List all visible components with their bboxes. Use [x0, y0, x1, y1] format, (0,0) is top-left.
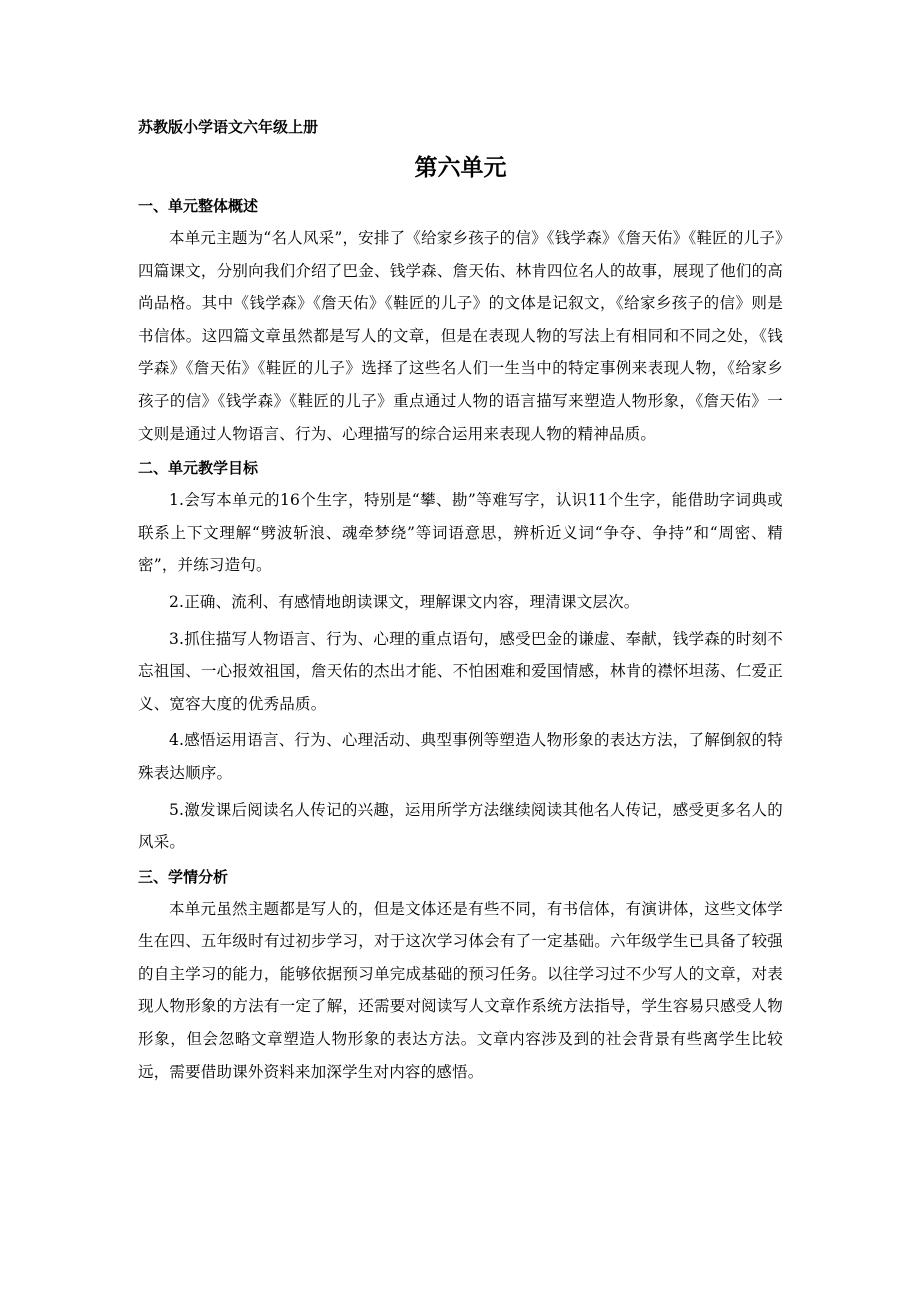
section-heading: 三、学情分析 — [138, 867, 229, 886]
document-page — [138, 116, 783, 1088]
section-analysis — [138, 865, 783, 1089]
section-heading: 二、单元教学目标 — [138, 459, 259, 478]
goal-item: 4.感悟运用语言、行为、心理活动、典型事例等塑造人物形象的表达方法，了解倒叙的特殊表达顺序。 — [138, 731, 783, 782]
goal-item: 2.正确、流利、有感情地朗读课文，理解课文内容，理清课文层次。 — [169, 592, 640, 611]
analysis-paragraph: 本单元虽然主题都是写人的，但是文体还是有些不同，有书信体，有演讲体，这些文体学生在四、五年级时有过初步学习，对于这次学习体会有了一定基础。六年级学生已具备了较强的自主学习的能力，能够依据预习单完成基础的预习任务。以往学习过不少写人的文章，对表现人物形象的方法有一定了解，还需要对阅读写人文章作系统方法指导，学生容易只感受人物形象，但会忽略文章塑造人物形象的表达方法。文章内容涉及到的社会背景有些离学生比较远，需要借助课外资料来加深学生对内容的感悟。 — [138, 899, 783, 1081]
overview-paragraph: 本单元主题为“名人风采”，安排了《给家乡孩子的信》《钱学森》《詹天佑》《鞋匠的儿子》四篇课文，分别向我们介绍了巴金、钱学森、詹天佑、林肯四位名人的故事，展现了他们的高尚品格。其中《钱学森》《詹天佑》《鞋匠的儿子》的文体是记叙文，《给家乡孩子的信》则是书信体。这四篇文章虽然都是写人的文章，但是在表现人物的写法上有相同和不同之处，《钱学森》《詹天佑》《鞋匠的儿子》选择了这些名人们一生当中的特定事例来表现人物，《给家乡孩子的信》《钱学森》《鞋匠的儿子》重点通过人物的语言描写来塑造人物形象，《詹天佑》一文则是通过人物语言、行为、心理描写的综合运用来表现人物的精神品质。 — [138, 229, 783, 443]
section-goals — [138, 456, 783, 859]
section-overview — [138, 194, 783, 450]
goal-item: 1.会写本单元的16个生字，特别是“攀、勘”等难写字，认识11个生字，能借助字词典或联系上下文理解“劈波斩浪、魂牵梦绕”等词语意思，辨析近义词“争夺、争持”和“周密、精密”，并练习造句。 — [138, 491, 783, 575]
unit-title: 第六单元 — [414, 155, 507, 181]
section-heading: 一、单元整体概述 — [138, 197, 259, 215]
document-header: 苏教版小学语文六年级上册 — [138, 118, 319, 136]
goal-item: 5.激发课后阅读名人传记的兴趣，运用所学方法继续阅读其他名人传记，感受更多名人的风采。 — [138, 800, 783, 852]
goal-item: 3.抓住描写人物语言、行为、心理的重点语句，感受巴金的谦虚、奉献，钱学森的时刻不忘祖国、一心报效祖国，詹天佑的杰出才能、不怕困难和爱国情感，林肯的襟怀坦荡、仁爱正义、宽容大度的优秀品质。 — [138, 629, 783, 713]
